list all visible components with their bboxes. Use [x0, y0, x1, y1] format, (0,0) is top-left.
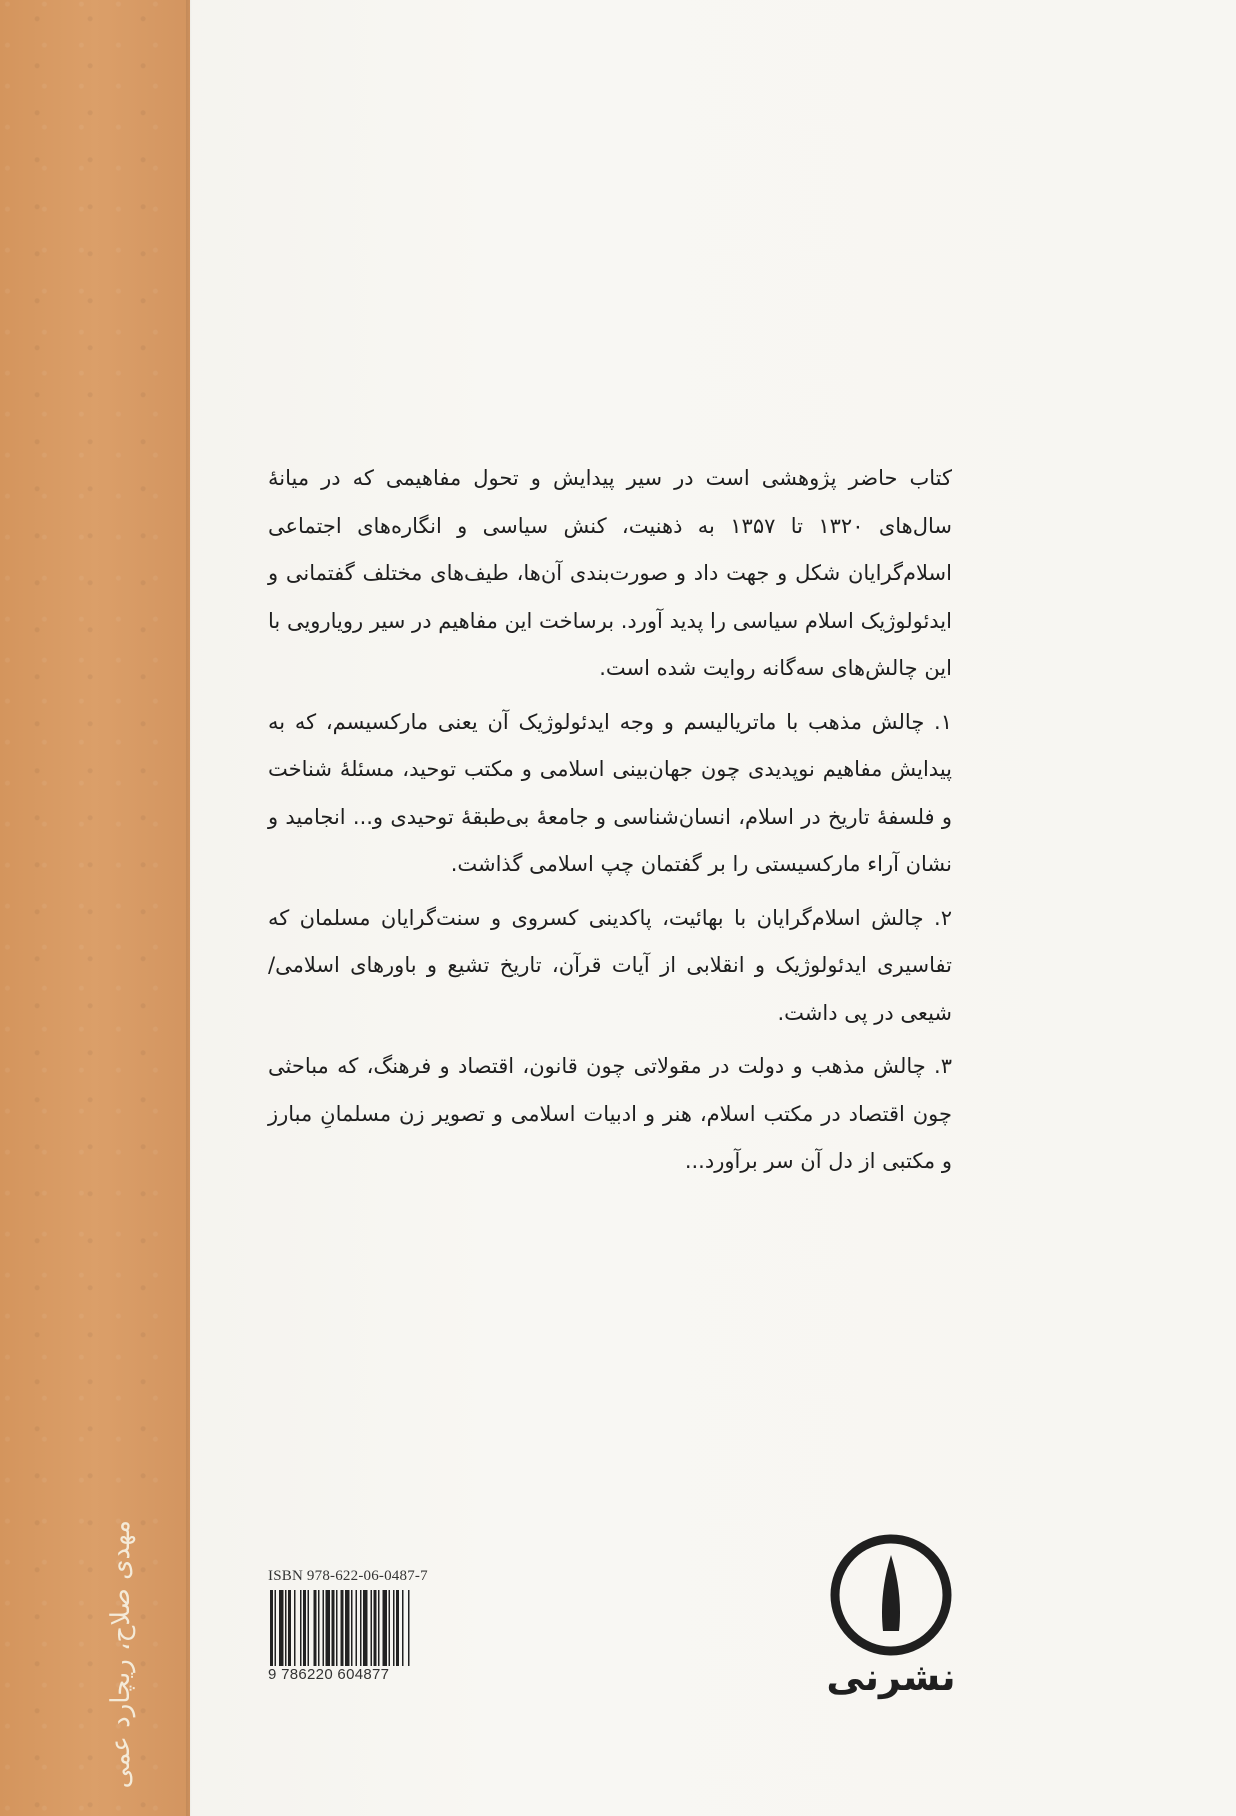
barcode-bar [270, 1590, 273, 1666]
barcode-icon [268, 1590, 444, 1666]
barcode-bar [371, 1590, 373, 1666]
blurb-paragraph-3: ۳. چالش مذهب و دولت در مقولاتی چون قانون، اقتصاد و فرهنگ، که مباحثی چون اقتصاد در مکتب اسلام، هنر و ادبیات اسلامی و تصویر زن مسلمانِ مبارز و مکتبی از دل آن سر برآورد... [268, 1054, 952, 1173]
isbn-label: ISBN 978-622-06-0487-7 [268, 1568, 428, 1584]
barcode-bar [374, 1590, 377, 1666]
spine [0, 0, 190, 1816]
publisher-logo-block [826, 1533, 956, 1713]
blurb-text [268, 455, 952, 1192]
barcode-bar [396, 1590, 399, 1666]
blurb-paragraph-intro: کتاب حاضر پژوهشی است در سیر پیدایش و تحول مفاهیمی که در میانهٔ سال‌های ۱۳۲۰ تا ۱۳۵۷ به ذهنیت، کنش سیاسی و انگاره‌های اجتماعی اسلام‌گرایان شکل و جهت داد و صورت‌بندی آن‌ها، طیف‌های مختلف گفتمانی و ایدئولوژیک اسلام سیاسی را پدید آورد. برساخت این مفاهیم در سیر رویارویی با این چالش‌های سه‌گانه روایت شده است. [268, 466, 953, 680]
blurb-paragraph-1: ۱. چالش مذهب با ماتریالیسم و وجه ایدئولوژیک آن یعنی مارکسیسم، که به پیدایش مفاهیم نوپدیدی چون جهان‌بینی اسلامی و مکتب توحید، مسئلهٔ شناخت و فلسفهٔ تاریخ در اسلام، انسان‌شناسی و جامعهٔ بی‌طبقهٔ توحیدی و... انجامید و نشان آراء مارکسیستی را بر گفتمان چپ اسلامی گذاشت. [268, 709, 952, 876]
publisher-name: نشرنی [826, 1655, 956, 1699]
barcode-bar [341, 1590, 344, 1666]
barcode-bar [332, 1590, 335, 1666]
barcode-bar [326, 1590, 331, 1666]
barcode-bar [323, 1590, 325, 1666]
spine-edge [186, 0, 192, 1816]
barcode-bar [318, 1590, 320, 1666]
spine-author: مهدی صلاح، ریچارد عمی [106, 1520, 136, 1789]
barcode-bar [389, 1590, 391, 1666]
barcode-bar [393, 1590, 395, 1666]
barcode-bar [351, 1590, 353, 1666]
barcode-bar [378, 1590, 380, 1666]
barcode-bar [308, 1590, 310, 1666]
barcode-bar [285, 1590, 287, 1666]
barcode-bar [300, 1590, 302, 1666]
barcode-block [268, 1568, 448, 1688]
barcode-bar [314, 1590, 317, 1666]
barcode-bar [356, 1590, 358, 1666]
barcode-bar [275, 1590, 277, 1666]
barcode-bar [360, 1590, 362, 1666]
barcode-bar [408, 1590, 410, 1666]
blurb-paragraph-2: ۲. چالش اسلام‌گرایان با بهائیت، پاکدینی کسروی و سنت‌گرایان مسلمان که تفاسیری ایدئولوژیک و انقلابی از آیات قرآن، تاریخ تشیع و باورهای اسلامی/شیعی در پی داشت. [268, 905, 952, 1025]
barcode-bar [336, 1590, 338, 1666]
barcode-bar [402, 1590, 404, 1666]
barcode-bar [363, 1590, 368, 1666]
barcode-bar [345, 1590, 350, 1666]
barcode-bar [383, 1590, 388, 1666]
barcode-bar [279, 1590, 284, 1666]
barcode-digits: 9 786220 604877 [268, 1666, 390, 1683]
barcode-bar [303, 1590, 306, 1666]
reed-circle-logo-icon [826, 1533, 956, 1663]
barcode-bar [288, 1590, 291, 1666]
barcode-bar [294, 1590, 296, 1666]
